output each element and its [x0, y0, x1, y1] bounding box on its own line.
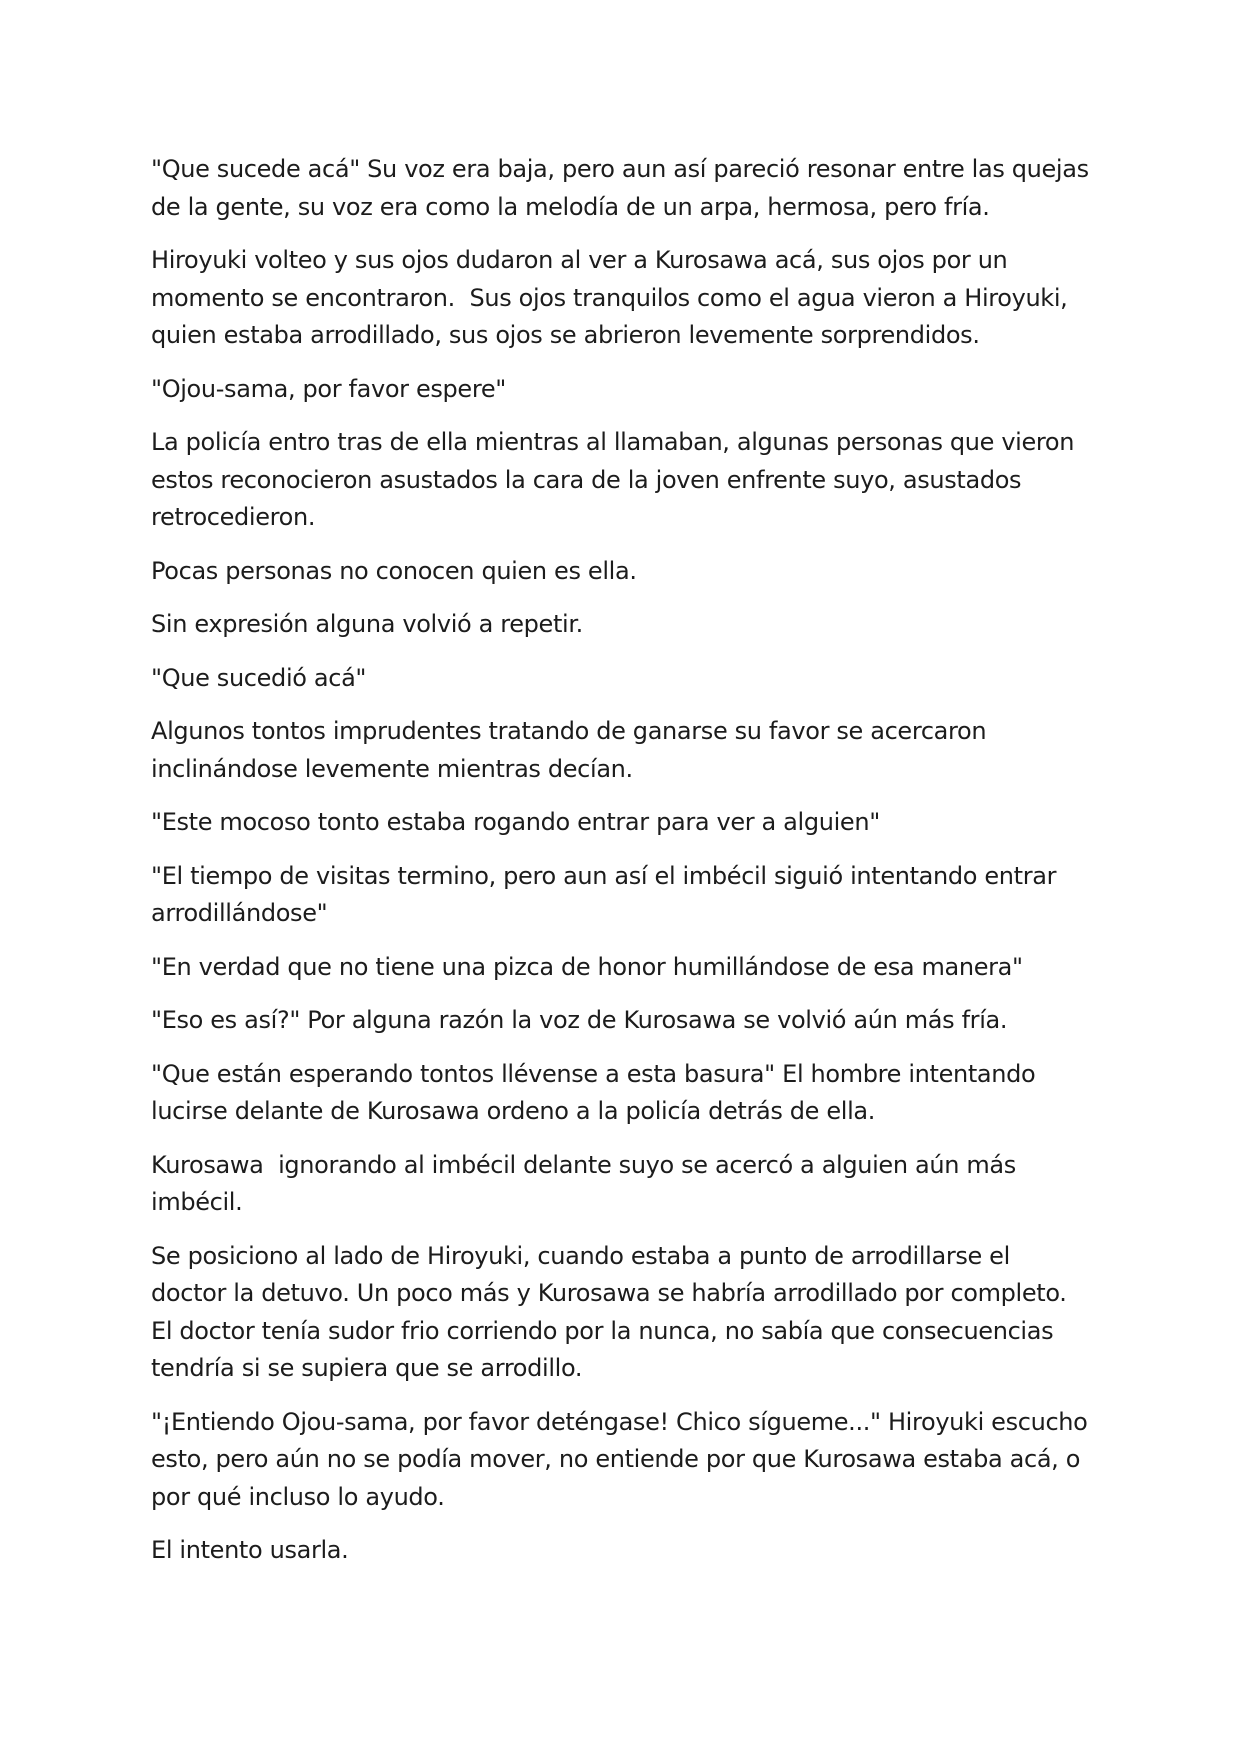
paragraph: "En verdad que no tiene una pizca de honor humillándose de esa manera"	[151, 952, 1023, 981]
paragraph: "Este mocoso tonto estaba rogando entrar para ver a alguien"	[151, 808, 880, 836]
document-body	[151, 151, 1097, 1586]
paragraph: Se posiciono al lado de Hiroyuki, cuando estaba a punto de arrodillarse el doctor la detuvo. Un poco más y Kurosawa se habría arrodillado por completo. El doctor tenía sudor frio corriendo por la nunca, no sabía que consecuencias tendría si se supiera que se arrodillo.	[151, 1241, 1074, 1382]
paragraph: "¡Entiendo Ojou-sama, por favor deténgase! Chico sígueme..." Hiroyuki escucho esto, pero aún no se podía mover, no entiende por que Kurosawa estaba acá, o por qué incluso lo ayudo.	[151, 1407, 1095, 1511]
paragraph: "Que sucedió acá"	[151, 663, 367, 692]
paragraph: "El tiempo de visitas termino, pero aun así el imbécil siguió intentando entrar arrodillándose"	[151, 861, 1064, 927]
paragraph: Algunos tontos imprudentes tratando de ganarse su favor se acercaron inclinándose levemente mientras decían.	[151, 717, 994, 783]
paragraph: "Eso es así?" Por alguna razón la voz de Kurosawa se volvió aún más fría.	[151, 1006, 1008, 1034]
paragraph: Kurosawa ignorando al imbécil delante suyo se acercó a alguien aún más imbécil.	[151, 1150, 1024, 1216]
paragraph: "Que sucede acá" Su voz era baja, pero aun así pareció resonar entre las quejas de la gente, su voz era como la melodía de un arpa, hermosa, pero fría.	[151, 155, 1097, 221]
paragraph: El intento usarla.	[151, 1536, 349, 1564]
paragraph: "Que están esperando tontos llévense a esta basura" El hombre intentando lucirse delante de Kurosawa ordeno a la policía detrás de ella.	[151, 1059, 1043, 1125]
paragraph: Pocas personas no conocen quien es ella.	[151, 556, 637, 585]
paragraph: Sin expresión alguna volvió a repetir.	[151, 610, 583, 638]
paragraph: La policía entro tras de ella mientras al llamaban, algunas personas que vieron estos reconocieron asustados la cara de la joven enfrente suyo, asustados retrocedieron.	[151, 428, 1082, 531]
paragraph: Hiroyuki volteo y sus ojos dudaron al ver a Kurosawa acá, sus ojos por un momento se encontraron. Sus ojos tranquilos como el agua vieron a Hiroyuki, quien estaba arrodillado, sus ojos se abrieron levemente sorprendidos.	[151, 246, 1075, 349]
paragraph: "Ojou-sama, por favor espere"	[151, 374, 506, 403]
